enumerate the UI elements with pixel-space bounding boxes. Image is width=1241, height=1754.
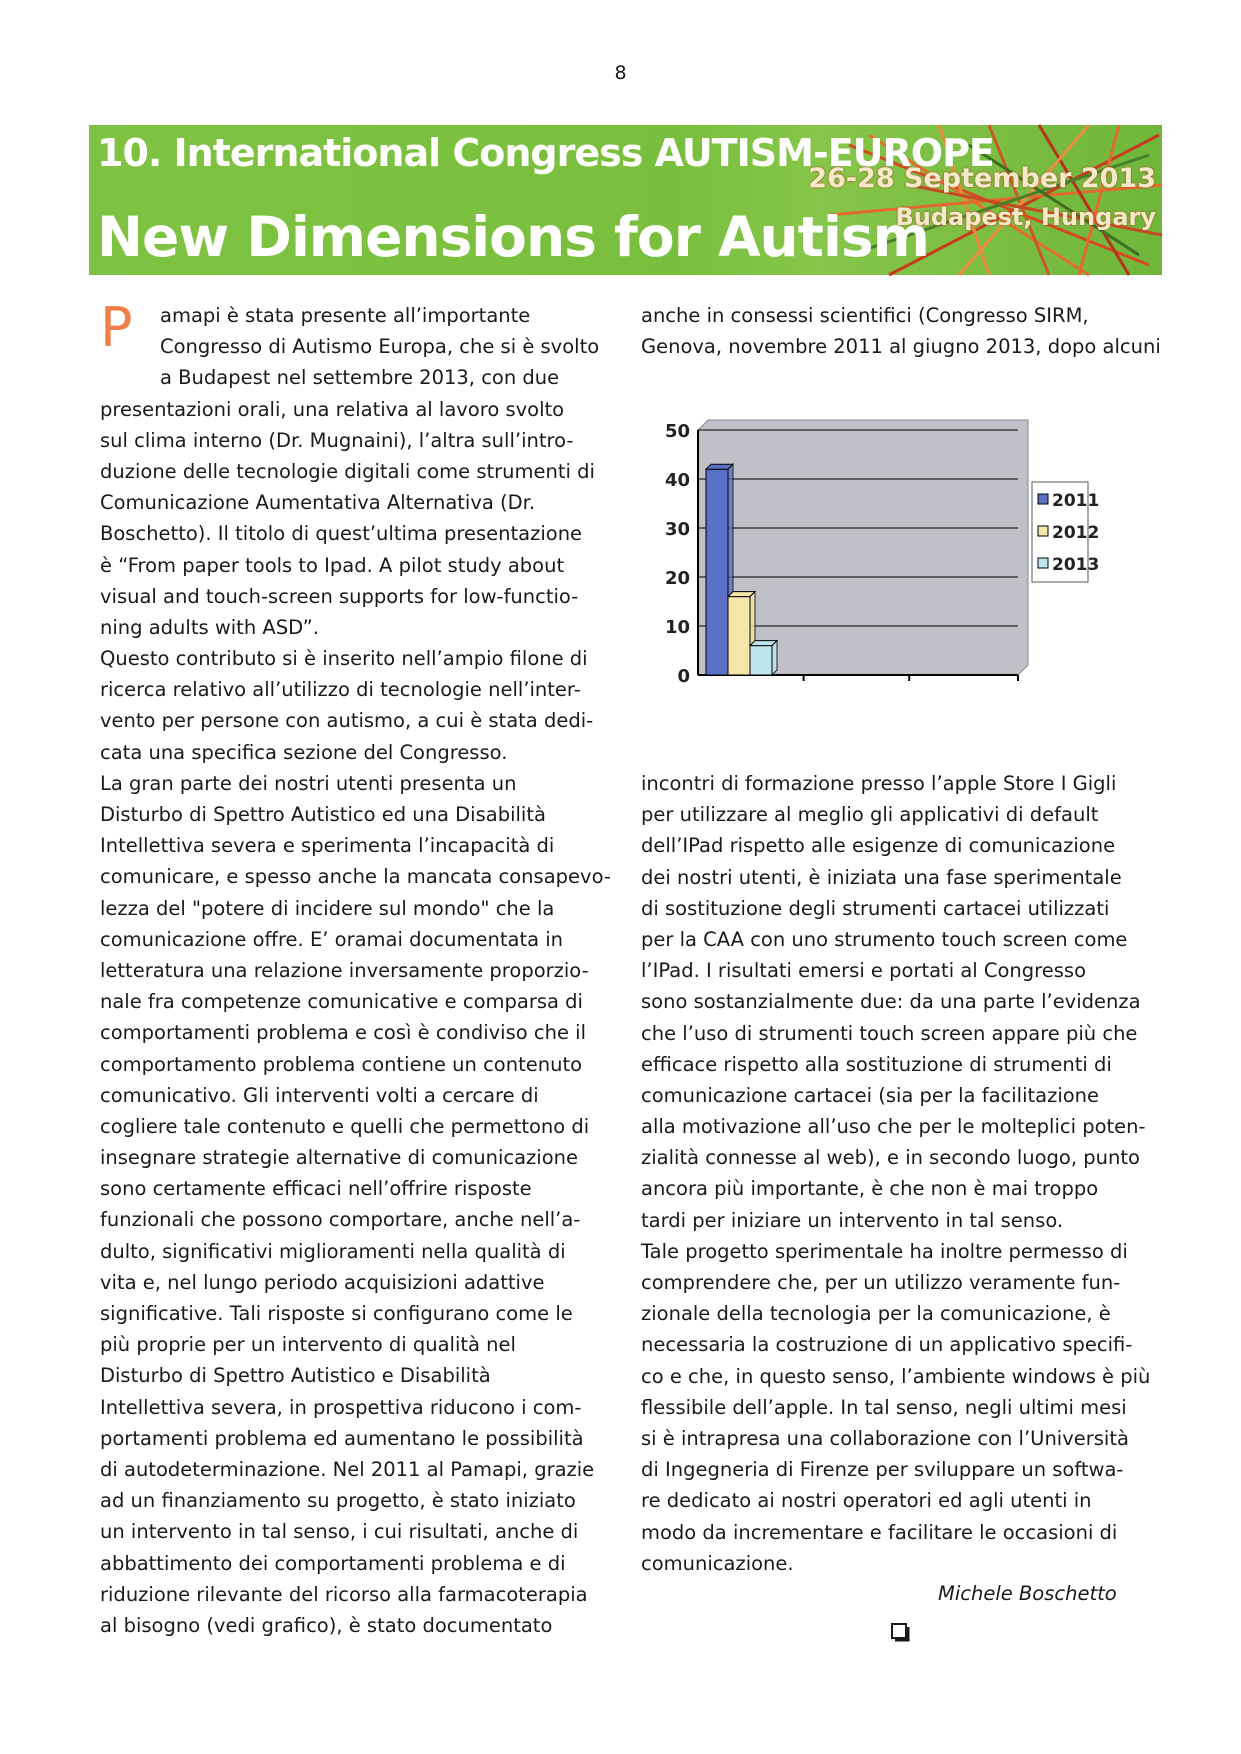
- text-line: ancora più importante, è che non è mai troppo: [641, 1177, 1099, 1201]
- text-line: Intellettiva severa e sperimenta l’incapacità di: [100, 834, 555, 858]
- text-line: dulto, significativi miglioramenti nella qualità di: [100, 1239, 566, 1263]
- text-line: incontri di formazione presso l’apple Store I Gigli: [641, 772, 1117, 795]
- text-line: di Ingegneria di Firenze per sviluppare un softwa-: [641, 1458, 1124, 1482]
- y-tick-label: 20: [664, 568, 690, 589]
- text-line: più proprie per un intervento di qualità nel: [100, 1333, 516, 1357]
- legend-label-2013: 2013: [1052, 555, 1100, 575]
- text-line: letteratura una relazione inversamente proporzio-: [100, 958, 589, 982]
- text-line: comunicazione cartacei (sia per la facilitazione: [641, 1083, 1100, 1107]
- text-line: Congresso di Autismo Europa, che si è svolto: [160, 335, 600, 359]
- text-line: modo da incrementare e facilitare le occasioni di: [641, 1520, 1118, 1544]
- text-line: Comunicazione Aumentativa Alternativa (Dr.: [100, 491, 536, 515]
- text-line: ad un finanziamento su progetto, è stato iniziato: [100, 1489, 576, 1513]
- text-line: co e che, in questo senso, l’ambiente windows è più: [641, 1364, 1151, 1388]
- page-number: 8: [614, 62, 627, 84]
- text-line: Boschetto). Il titolo di quest’ultima presentazione: [100, 522, 583, 546]
- text-line: dell’IPad rispetto alle esigenze di comunicazione: [641, 834, 1116, 858]
- text-line: Intellettiva severa, in prospettiva riducono i com-: [100, 1395, 582, 1419]
- text-line: funzionali che possono comportare, anche nell’a-: [100, 1208, 581, 1232]
- text-line: visual and touch-screen supports for low-functio-: [100, 584, 579, 608]
- text-line: cata una specifica sezione del Congresso.: [100, 740, 508, 764]
- y-tick-label: 0: [677, 666, 690, 687]
- text-line: Questo contributo si è inserito nell’ampio filone di: [100, 647, 588, 671]
- author-signature: Michele Boschetto: [938, 1582, 1117, 1605]
- text-line: sono certamente efficaci nell’offrire risposte: [100, 1177, 532, 1201]
- text-line: flessibile dell’apple. In tal senso, negli ultimi mesi: [641, 1395, 1127, 1419]
- text-line: comportamenti problema e così è condiviso che il: [100, 1021, 586, 1045]
- congress-banner: [89, 125, 1162, 275]
- bar-2013: [750, 646, 772, 675]
- bar-side-2013: [772, 641, 777, 675]
- legend-label-2011: 2011: [1052, 491, 1100, 511]
- text-line: che l’uso di strumenti touch screen appare più che: [641, 1021, 1138, 1045]
- text-line: nale fra competenze comunicative e comparsa di: [100, 990, 583, 1014]
- banner-date: 26-28 September 2013: [808, 163, 1156, 194]
- text-line: abbattimento dei comportamenti problema e di: [100, 1551, 566, 1575]
- text-line: La gran parte dei nostri utenti presenta un: [100, 771, 517, 795]
- text-line: comunicare, e spesso anche la mancata consapevo-: [100, 865, 611, 889]
- legend-swatch-2011: [1038, 494, 1048, 504]
- text-line: portamenti problema ed aumentano le possibilità: [100, 1426, 584, 1450]
- text-line: a Budapest nel settembre 2013, con due: [160, 366, 560, 390]
- drop-cap: P: [100, 296, 133, 359]
- banner-title: 10. International Congress AUTISM-EUROPE: [97, 131, 994, 175]
- text-line: re dedicato ai nostri operatori ed agli utenti in: [641, 1489, 1092, 1513]
- text-line: zialità connesse al web), e in secondo luogo, punto: [641, 1146, 1140, 1170]
- text-line: comportamento problema contiene un contenuto: [100, 1052, 583, 1076]
- text-line: insegnare strategie alternative di comunicazione: [100, 1146, 578, 1170]
- text-line: zionale della tecnologia per la comunicazione, è: [641, 1302, 1111, 1326]
- text-line: efficace rispetto alla sostituzione di strumenti di: [641, 1052, 1112, 1076]
- banner-subtitle: New Dimensions for Autism: [97, 205, 929, 269]
- text-line: vento per persone con autismo, a cui è stata dedi-: [100, 709, 594, 733]
- article-column-right-bottom: [641, 768, 1161, 1579]
- bar-2011: [706, 469, 728, 675]
- y-tick-label: 40: [664, 470, 690, 491]
- text-line: necessaria la costruzione di un applicativo specifi-: [641, 1333, 1133, 1357]
- text-line: l’IPad. I risultati emersi e portati al Congresso: [641, 959, 1086, 983]
- text-line: significative. Tali risposte si configurano come le: [100, 1302, 573, 1325]
- text-line: dei nostri utenti, è iniziata una fase sperimentale: [641, 865, 1122, 889]
- text-line: ricerca relativo all’utilizzo di tecnologie nell’inter-: [100, 678, 581, 702]
- text-line: comprendere che, per un utilizzo veramente fun-: [641, 1271, 1121, 1294]
- legend-label-2012: 2012: [1052, 523, 1100, 543]
- text-line: si è intrapresa una collaborazione con l’Università: [641, 1426, 1129, 1450]
- bar-2012: [728, 597, 750, 675]
- text-line: Tale progetto sperimentale ha inoltre permesso di: [641, 1239, 1128, 1263]
- text-line: Genova, novembre 2011 al giugno 2013, dopo alcuni: [641, 335, 1161, 359]
- text-line: sono sostanzialmente due: da una parte l’evidenza: [641, 990, 1141, 1014]
- checkbox-square-icon: [890, 1622, 912, 1644]
- text-line: per utilizzare al meglio gli applicativi di default: [641, 803, 1099, 827]
- text-line: cogliere tale contenuto e quelli che permettono di: [100, 1114, 590, 1138]
- text-line: è “From paper tools to Ipad. A pilot study about: [100, 553, 565, 577]
- text-line: lezza del "potere di incidere sul mondo" che la: [100, 896, 555, 920]
- y-tick-label: 10: [664, 617, 690, 638]
- article-column-left: [100, 296, 620, 1641]
- text-line: un intervento in tal senso, i cui risultati, anche di: [100, 1520, 579, 1544]
- article-column-right-top: [641, 300, 1161, 362]
- text-line: per la CAA con uno strumento touch screen come: [641, 927, 1128, 951]
- text-line: amapi è stata presente all’importante: [160, 304, 531, 327]
- text-line: vita e, nel lungo periodo acquisizioni adattive: [100, 1270, 545, 1294]
- text-line: anche in consessi scientifici (Congresso SIRM,: [641, 304, 1089, 327]
- text-line: comunicazione offre. E’ oramai documentata in: [100, 927, 564, 951]
- text-line: Disturbo di Spettro Autistico ed una Disabilità: [100, 803, 546, 826]
- legend-swatch-2013: [1038, 558, 1048, 568]
- text-line: riduzione rilevante del ricorso alla farmacoterapia: [100, 1582, 588, 1606]
- text-line: comunicazione.: [641, 1551, 794, 1575]
- y-tick-label: 50: [664, 421, 690, 442]
- banner-place: Budapest, Hungary: [895, 203, 1156, 231]
- chart-svg: [648, 400, 1100, 700]
- text-line: Disturbo di Spettro Autistico e Disabilità: [100, 1364, 491, 1388]
- text-line: di autodeterminazione. Nel 2011 al Pamapi, grazie: [100, 1457, 595, 1481]
- text-line: presentazioni orali, una relativa al lavoro svolto: [100, 397, 565, 421]
- y-tick-label: 30: [664, 519, 690, 540]
- text-line: tardi per iniziare un intervento in tal senso.: [641, 1208, 1064, 1232]
- text-line: di sostituzione degli strumenti cartacei utilizzati: [641, 896, 1110, 920]
- legend-swatch-2012: [1038, 526, 1048, 536]
- text-line: sul clima interno (Dr. Mugnaini), l’altra sull’intro-: [100, 428, 574, 452]
- text-line: alla motivazione all’uso che per le molteplici poten-: [641, 1115, 1146, 1139]
- text-line: duzione delle tecnologie digitali come strumenti di: [100, 459, 595, 483]
- text-line: ning adults with ASD”.: [100, 615, 319, 639]
- bar-chart: [648, 400, 1100, 700]
- text-line: al bisogno (vedi grafico), è stato documentato: [100, 1613, 553, 1637]
- text-line: comunicativo. Gli interventi volti a cercare di: [100, 1083, 539, 1107]
